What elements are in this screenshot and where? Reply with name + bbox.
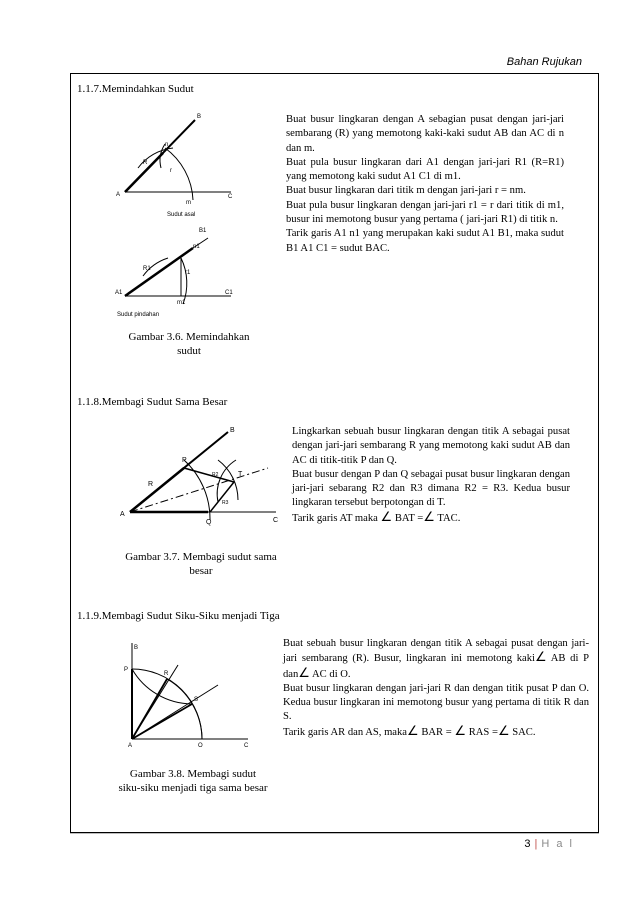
fig3-label-s: S	[194, 697, 199, 703]
para-1-5: Tarik garis A1 n1 yang merupakan kaki sudut A1 B1, maka sudut B1 A1 C1 = sudut BAC.	[286, 228, 564, 254]
fig1-label-a1: A1	[115, 290, 123, 296]
final-c-3: SAC.	[512, 726, 536, 738]
final-prefix-3: Tarik garis AR dan AS, maka	[283, 726, 408, 738]
fig1-label-n1: n1	[193, 244, 200, 250]
fig1-label-b: B	[197, 114, 202, 120]
angle-symbol: ∠	[298, 665, 310, 681]
angle-symbol: ∠	[534, 650, 547, 666]
fig3-label-c: C	[244, 743, 249, 747]
p1-mid-3: AB di P dan	[283, 653, 589, 680]
fig1-label-r1: r1	[185, 270, 191, 276]
text-membagi-siku	[283, 637, 589, 740]
para-1-3: Buat busur lingkaran dari titik m dengan jari-jari r = nm.	[286, 185, 526, 197]
angle-symbol: ∠	[423, 509, 435, 525]
para-3-3	[283, 725, 589, 740]
section-title-membagi-sudut: 1.1.8.Membagi Sudut Sama Besar	[77, 396, 228, 408]
fig1-label-a: A	[116, 192, 121, 198]
fig2-label-r: R	[148, 481, 154, 488]
final-a-3: BAR =	[421, 726, 452, 738]
final-end-2: TAC.	[437, 512, 461, 524]
fig1-label-b1: B1	[199, 228, 207, 234]
fig1-label-c: C	[228, 194, 233, 200]
para-2-3	[292, 511, 570, 526]
para-1-1: Buat busur lingkaran dengan A sebagian pusat dengan jari-jari sembarang (R) yang memotong kaki-kaki sudut AB dan AC di n dan m.	[286, 114, 564, 154]
fig2-label-r2: R2	[212, 472, 219, 478]
fig1-note-pindahan: Sudut pindahan	[117, 312, 160, 318]
angle-symbol: ∠	[497, 723, 510, 739]
para-1-2: Buat pula busur lingkaran dari A1 dengan jari-jari R1 (R=R1) yang memotong kaki sudut A1 C1 di m1.	[286, 156, 564, 183]
fig1-label-m1: m1	[177, 300, 186, 306]
p1-end-3: AC di O.	[312, 668, 351, 680]
para-3-1-text: Buat sebuah busur lingkaran dengan titik A sebagai pusat dengan jari-jari sembarang (R). Busur, lingkaran ini memotong kaki	[283, 638, 589, 665]
header-label: Bahan Rujukan	[506, 56, 582, 68]
fig3-label-o: O	[198, 743, 203, 747]
fig2-label-r3: R3	[222, 500, 229, 506]
para-2-2: Buat busur dengan P dan Q sebagai pusat busur lingkaran dengan jari-jari sebarang R2 dan R3 dimana R2 = R3. Kedua busur lingkaran tersebut berpotongan di T.	[292, 468, 570, 509]
angle-symbol: ∠	[407, 723, 419, 739]
footer-divider	[70, 833, 599, 834]
para-3-1	[283, 637, 589, 682]
para-2-1: Lingkarkan sebuah busur lingkaran dengan titik A sebagai pusat dengan jari-jari sembarang R yang memotong kaki sudut AB dan AC di titik-titik P dan Q.	[292, 426, 570, 466]
fig2-label-q: Q	[206, 519, 212, 526]
figure-membagi-sudut	[118, 420, 288, 530]
page-footer	[524, 838, 574, 850]
section-title-memindahkan-sudut: 1.1.7.Memindahkan Sudut	[77, 83, 194, 95]
final-mid-2: BAT =	[394, 512, 424, 524]
fig1-label-n: n	[165, 142, 169, 148]
final-prefix-2: Tarik garis AT maka	[292, 512, 378, 524]
footer-hal-label: H a l	[541, 838, 574, 850]
text-memindahkan-sudut	[286, 113, 564, 256]
fig3-label-a: A	[128, 743, 133, 747]
para-3-2: Buat busur lingkaran dengan jari-jari R dan dengan titik pusat P dan O. Kedua busur lingkaran ini memotong busur yang pertama di titik R dan S.	[283, 682, 589, 723]
section-title-membagi-siku: 1.1.9.Membagi Sudut Siku-Siku menjadi Tiga	[77, 610, 280, 622]
fig1-label-c1: C1	[225, 290, 233, 296]
final-b-3: RAS =	[468, 726, 498, 738]
fig3-label-r: R	[164, 671, 169, 677]
fig2-label-t: T	[238, 471, 243, 478]
fig1-label-rr: r	[170, 168, 172, 174]
para-1-4: Buat pula busur lingkaran dengan jari-jari r1 = r dari titik di m1, busur ini memotong busur yang pertama ( jari-jari R1) di titik n.	[286, 199, 564, 226]
caption-fig-3-6: Gambar 3.6. Memindahkan sudut	[128, 331, 250, 357]
caption-fig-3-8: Gambar 3.8. Membagi sudut siku-siku menjadi tiga sama besar	[118, 768, 268, 794]
fig3-label-p: P	[124, 667, 129, 673]
fig1-label-m: m	[186, 200, 191, 206]
fig3-label-b: B	[134, 645, 139, 651]
footer-separator: |	[534, 838, 538, 850]
angle-symbol: ∠	[380, 509, 393, 525]
figure-memindahkan-sudut	[113, 108, 243, 323]
text-membagi-sudut	[292, 425, 570, 526]
figure-membagi-siku	[118, 635, 258, 747]
fig2-label-a: A	[120, 511, 125, 518]
fig1-label-r: R	[143, 160, 148, 166]
fig2-label-p: P	[182, 457, 187, 464]
fig2-label-b: B	[230, 427, 235, 434]
caption-fig-3-7: Gambar 3.7. Membagi sudut sama besar	[125, 551, 277, 577]
fig2-label-c: C	[273, 517, 279, 524]
fig1-label-r1-cap: R1	[143, 266, 151, 272]
angle-symbol: ∠	[454, 723, 467, 739]
page-number: 3	[524, 838, 531, 850]
fig1-note-asal: Sudut asal	[167, 212, 196, 218]
